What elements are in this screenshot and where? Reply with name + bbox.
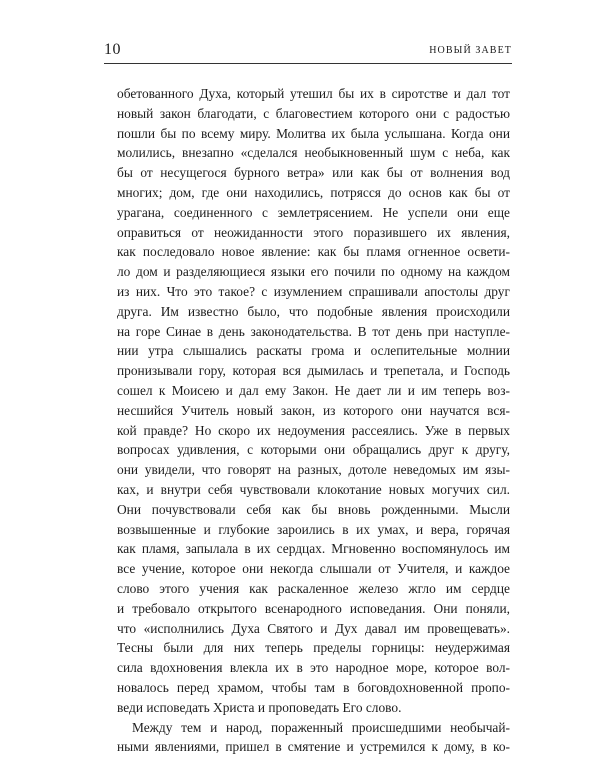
text-line: как пламя, запылала в их сердцах. Мгновенно воспомянулось им: [117, 539, 510, 559]
text-line: как последовало новое явление: как бы пламя огненное освети-: [117, 242, 510, 262]
text-line: на горе Синае в день законодательства. В тот день при наступле-: [117, 322, 510, 342]
text-line: Между тем и народ, пораженный происшедшими необычай-: [117, 718, 510, 738]
text-line: они увидели, что говорят на разных, дотоле неведомых им язы-: [117, 460, 510, 480]
text-line: урагана, соединенного с землетрясением. Не успели они еще: [117, 203, 510, 223]
text-line: вопросах удивления, с которыми они обращались друг к другу,: [117, 440, 510, 460]
text-line: молились, внезапно «сделался необыкновенный шум с неба, как: [117, 143, 510, 163]
text-line: нии утра слышались раскаты грома и ослепительные молнии: [117, 341, 510, 361]
text-line: несшийся Учитель новый закон, из которого они научатся вся-: [117, 401, 510, 421]
text-line: возвышенные и глубокие зароились в их умах, и вера, горячая: [117, 520, 510, 540]
text-line: из них. Что это такое? с изумлением спрашивали апостолы друг: [117, 282, 510, 302]
text-line: ках, и внутри себя чувствовали клокотание новых могучих сил.: [117, 480, 510, 500]
text-line: ло дом и разделяющиеся языки его почили по одному на каждом: [117, 262, 510, 282]
text-line: многих; дом, где они находились, потрясся до основ как бы от: [117, 183, 510, 203]
text-line: что «исполнились Духа Святого и Дух давал им провещевать».: [117, 619, 510, 639]
text-line: новалось перед храмом, чтобы там в боговдохновенной пропо-: [117, 678, 510, 698]
text-line: сошел к Моисею и дал ему Закон. Не дает ли и им теперь воз-: [117, 381, 510, 401]
paragraph: [117, 84, 510, 718]
text-line: пронизывали гору, которая вся дымилась и трепетала, и Господь: [117, 361, 510, 381]
text-line: сила вдохновения влекла их в это народное море, которое вол-: [117, 658, 510, 678]
text-line: бы от несущегося бурного ветра» или как бы от волнения вод: [117, 163, 510, 183]
header-rule: [104, 63, 512, 64]
text-line: слово этого учения как раскаленное железо жгло им сердце: [117, 579, 510, 599]
text-line: друга. Им известно было, что подобные явления происходили: [117, 302, 510, 322]
text-line: оправиться от неожиданности этого поразившего их явления,: [117, 223, 510, 243]
text-line: Тесны были для них теперь пределы горницы: неудержимая: [117, 638, 510, 658]
body-text: [117, 84, 510, 757]
running-head: [104, 40, 512, 60]
text-line: все учение, которое они некогда слышали от Учителя, и каждое: [117, 559, 510, 579]
paragraph: [117, 718, 510, 757]
page-number: 10: [104, 40, 121, 60]
text-line: веди исповедать Христа и проповедать Его слово.: [117, 698, 510, 718]
text-line: и требовало открытого всенародного исповедания. Они поняли,: [117, 599, 510, 619]
text-line: Они почувствовали себя как бы вновь рожденными. Мысли: [117, 500, 510, 520]
text-line: обетованного Духа, который утешил бы их в сиротстве и дал тот: [117, 84, 510, 104]
text-line: кой правде? Но скоро их недоумения рассеялись. Уже в первых: [117, 421, 510, 441]
text-line: ными явлениями, пришел в смятение и устремился к дому, в ко-: [117, 737, 510, 757]
running-title: НОВЫЙ ЗАВЕТ: [429, 45, 512, 57]
text-line: пошли бы по всему миру. Молитва их была услышана. Когда они: [117, 124, 510, 144]
text-line: новый закон благодати, с благовестием которого они с радостью: [117, 104, 510, 124]
